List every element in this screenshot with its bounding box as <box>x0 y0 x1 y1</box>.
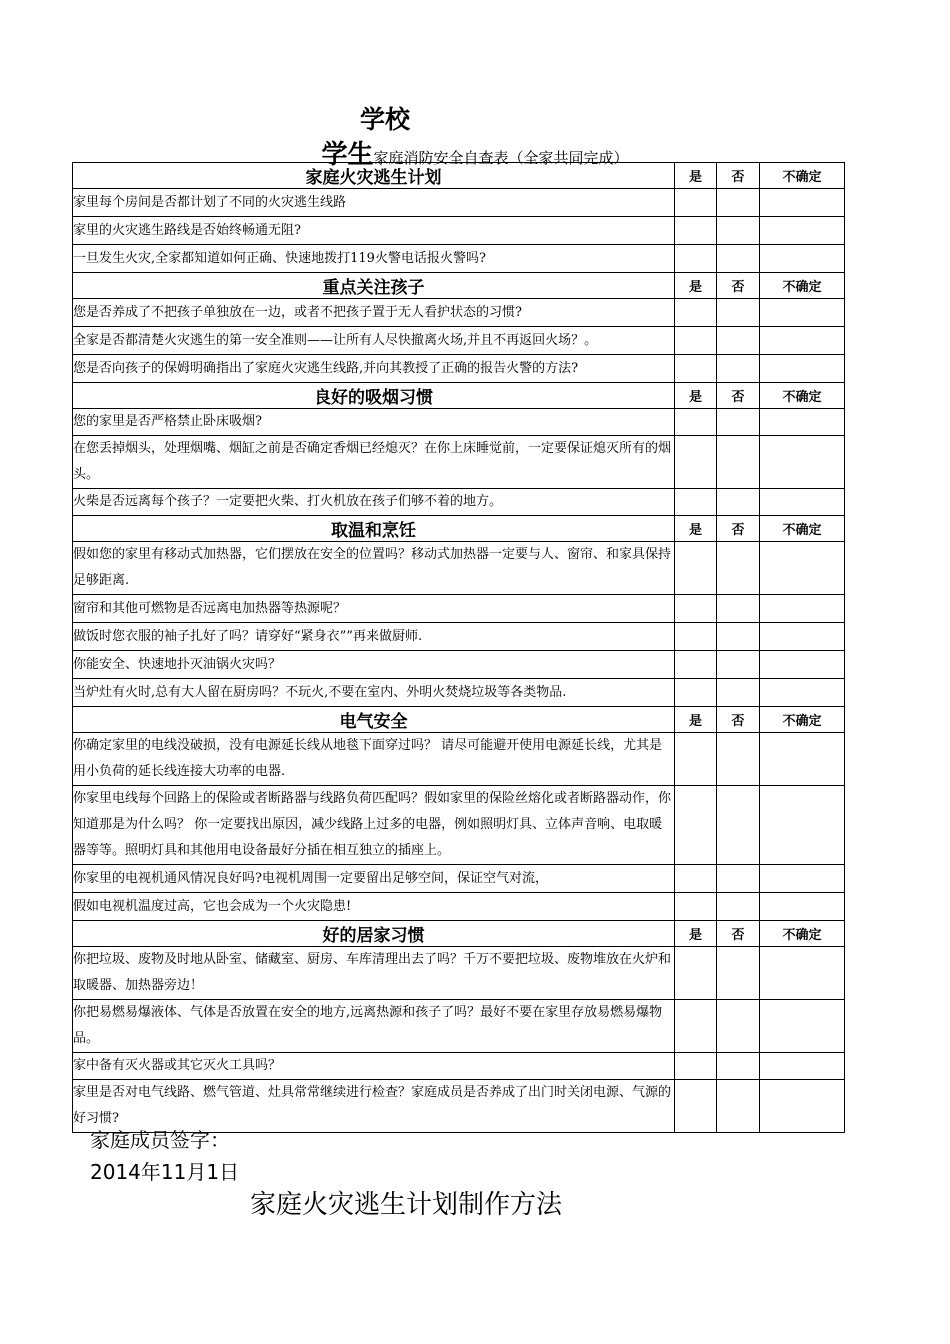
section-header-row <box>73 273 845 299</box>
no-checkbox-cell[interactable] <box>717 189 760 217</box>
unsure-checkbox-cell[interactable] <box>760 409 845 436</box>
yes-checkbox-cell[interactable] <box>675 595 717 623</box>
no-checkbox-cell[interactable] <box>717 1000 760 1053</box>
yes-checkbox-cell[interactable] <box>675 679 717 707</box>
question-row <box>73 245 845 273</box>
unsure-column-header: 不确定 <box>760 516 845 542</box>
yes-column-header: 是 <box>675 516 717 542</box>
yes-checkbox-cell[interactable] <box>675 1080 717 1133</box>
unsure-column-header: 不确定 <box>760 707 845 733</box>
yes-checkbox-cell[interactable] <box>675 1053 717 1080</box>
no-column-header: 否 <box>717 163 760 189</box>
question-text: 你家里电线每个回路上的保险或者断路器与线路负荷匹配吗？假如家里的保险丝熔化或者断路器动作，你知道那是为什么吗？ 你一定要找出原因，减少线路上过多的电器，例如照明灯具、立体声音响、电取暖器等等。照明灯具和其他用电设备最好分插在相互独立的插座上。 <box>73 786 675 865</box>
question-text: 做饭时您衣服的袖子扎好了吗？请穿好“紧身衣””再来做厨师. <box>73 623 675 651</box>
unsure-checkbox-cell[interactable] <box>760 355 845 383</box>
question-text: 当炉灶有火时,总有大人留在厨房吗？不玩火,不要在室内、外明火焚烧垃圾等各类物品. <box>73 679 675 707</box>
unsure-checkbox-cell[interactable] <box>760 623 845 651</box>
unsure-checkbox-cell[interactable] <box>760 595 845 623</box>
section-header-row <box>73 707 845 733</box>
yes-checkbox-cell[interactable] <box>675 733 717 786</box>
question-text: 火柴是否远离每个孩子？一定要把火柴、打火机放在孩子们够不着的地方。 <box>73 489 675 516</box>
yes-checkbox-cell[interactable] <box>675 327 717 355</box>
unsure-checkbox-cell[interactable] <box>760 299 845 327</box>
question-text: 家里是否对电气线路、燃气管道、灶具常常继续进行检查？家庭成员是否养成了出门时关闭电源、气源的好习惯? <box>73 1080 675 1133</box>
question-row <box>73 299 845 327</box>
yes-checkbox-cell[interactable] <box>675 623 717 651</box>
question-text: 假如您的家里有移动式加热器，它们摆放在安全的位置吗？移动式加热器一定要与人、窗帘、和家具保持足够距离. <box>73 542 675 595</box>
question-row <box>73 409 845 436</box>
school-label: 学校 <box>360 105 411 134</box>
unsure-checkbox-cell[interactable] <box>760 865 845 893</box>
question-row <box>73 217 845 245</box>
section-title: 良好的吸烟习惯 <box>73 383 675 409</box>
yes-checkbox-cell[interactable] <box>675 299 717 327</box>
section-header-row <box>73 516 845 542</box>
no-checkbox-cell[interactable] <box>717 217 760 245</box>
yes-checkbox-cell[interactable] <box>675 947 717 1000</box>
unsure-checkbox-cell[interactable] <box>760 733 845 786</box>
no-column-header: 否 <box>717 516 760 542</box>
question-row <box>73 679 845 707</box>
yes-checkbox-cell[interactable] <box>675 217 717 245</box>
question-row <box>73 542 845 595</box>
no-checkbox-cell[interactable] <box>717 409 760 436</box>
unsure-checkbox-cell[interactable] <box>760 189 845 217</box>
question-row <box>73 893 845 921</box>
yes-column-header: 是 <box>675 707 717 733</box>
question-text: 你确定家里的电线没破损，没有电源延长线从地毯下面穿过吗？ 请尽可能避开使用电源延长线，尤其是用小负荷的延长线连接大功率的电器. <box>73 733 675 786</box>
unsure-checkbox-cell[interactable] <box>760 542 845 595</box>
unsure-checkbox-cell[interactable] <box>760 1000 845 1053</box>
question-row <box>73 865 845 893</box>
question-row <box>73 651 845 679</box>
no-checkbox-cell[interactable] <box>717 733 760 786</box>
question-row <box>73 489 845 516</box>
no-checkbox-cell[interactable] <box>717 947 760 1000</box>
no-column-header: 否 <box>717 921 760 947</box>
question-row <box>73 947 845 1000</box>
section-header-row <box>73 921 845 947</box>
title-big: 学生 <box>321 140 374 170</box>
question-text: 你能安全、快速地扑灭油锅火灾吗？ <box>73 651 675 679</box>
no-checkbox-cell[interactable] <box>717 623 760 651</box>
yes-checkbox-cell[interactable] <box>675 489 717 516</box>
yes-checkbox-cell[interactable] <box>675 893 717 921</box>
no-checkbox-cell[interactable] <box>717 595 760 623</box>
yes-column-header: 是 <box>675 273 717 299</box>
no-checkbox-cell[interactable] <box>717 865 760 893</box>
title-small: 家庭消防安全自查表（全家共同完成） <box>373 149 629 167</box>
no-checkbox-cell[interactable] <box>717 786 760 865</box>
unsure-checkbox-cell[interactable] <box>760 1053 845 1080</box>
next-section-title: 家庭火灾逃生计划制作方法 <box>250 1190 563 1220</box>
unsure-checkbox-cell[interactable] <box>760 489 845 516</box>
unsure-column-header: 不确定 <box>760 273 845 299</box>
unsure-checkbox-cell[interactable] <box>760 893 845 921</box>
question-row <box>73 1053 845 1080</box>
question-text: 在您丢掉烟头，处理烟嘴、烟缸之前是否确定香烟已经熄灭？在你上床睡觉前，一定要保证熄灭所有的烟头。 <box>73 436 675 489</box>
section-title: 取温和烹饪 <box>73 516 675 542</box>
question-text: 家里每个房间是否都计划了不同的火灾逃生线路 <box>73 189 675 217</box>
yes-column-header: 是 <box>675 383 717 409</box>
no-checkbox-cell[interactable] <box>717 355 760 383</box>
question-text: 您是否养成了不把孩子单独放在一边，或者不把孩子置于无人看护状态的习惯? <box>73 299 675 327</box>
section-title: 重点关注孩子 <box>73 273 675 299</box>
unsure-column-header: 不确定 <box>760 383 845 409</box>
question-row <box>73 436 845 489</box>
question-text: 家中备有灭火器或其它灭火工具吗？ <box>73 1053 675 1080</box>
no-checkbox-cell[interactable] <box>717 245 760 273</box>
unsure-column-header: 不确定 <box>760 921 845 947</box>
question-row <box>73 623 845 651</box>
checklist-table <box>72 162 845 1133</box>
unsure-checkbox-cell[interactable] <box>760 436 845 489</box>
no-checkbox-cell[interactable] <box>717 679 760 707</box>
yes-checkbox-cell[interactable] <box>675 245 717 273</box>
question-row <box>73 327 845 355</box>
unsure-checkbox-cell[interactable] <box>760 786 845 865</box>
question-text: 窗帘和其他可燃物是否远离电加热器等热源呢？ <box>73 595 675 623</box>
unsure-checkbox-cell[interactable] <box>760 947 845 1000</box>
question-text: 您是否向孩子的保姆明确指出了家庭火灾逃生线路,并向其教授了正确的报告火警的方法? <box>73 355 675 383</box>
no-checkbox-cell[interactable] <box>717 299 760 327</box>
yes-checkbox-cell[interactable] <box>675 865 717 893</box>
date-text: 2014年11月1日 <box>90 1160 240 1184</box>
no-column-header: 否 <box>717 273 760 299</box>
unsure-checkbox-cell[interactable] <box>760 1080 845 1133</box>
no-checkbox-cell[interactable] <box>717 893 760 921</box>
question-text: 您的家里是否严格禁止卧床吸烟? <box>73 409 675 436</box>
question-text: 你家里的电视机通风情况良好吗?电视机周围一定要留出足够空间，保证空气对流， <box>73 865 675 893</box>
unsure-checkbox-cell[interactable] <box>760 679 845 707</box>
section-title: 电气安全 <box>73 707 675 733</box>
no-checkbox-cell[interactable] <box>717 1080 760 1133</box>
no-checkbox-cell[interactable] <box>717 327 760 355</box>
yes-column-header: 是 <box>675 921 717 947</box>
yes-checkbox-cell[interactable] <box>675 786 717 865</box>
yes-checkbox-cell[interactable] <box>675 1000 717 1053</box>
section-header-row <box>73 383 845 409</box>
question-row <box>73 189 845 217</box>
question-row <box>73 1000 845 1053</box>
question-text: 你把垃圾、废物及时地从卧室、储藏室、厨房、车库清理出去了吗？千万不要把垃圾、废物堆放在火炉和取暖器、加热器旁边！ <box>73 947 675 1000</box>
no-checkbox-cell[interactable] <box>717 651 760 679</box>
question-text: 家里的火灾逃生路线是否始终畅通无阻? <box>73 217 675 245</box>
question-row <box>73 595 845 623</box>
question-text: 一旦发生火灾,全家都知道如何正确、快速地拨打119火警电话报火警吗? <box>73 245 675 273</box>
yes-checkbox-cell[interactable] <box>675 542 717 595</box>
yes-checkbox-cell[interactable] <box>675 355 717 383</box>
unsure-checkbox-cell[interactable] <box>760 327 845 355</box>
yes-column-header: 是 <box>675 163 717 189</box>
question-row <box>73 355 845 383</box>
question-row <box>73 786 845 865</box>
unsure-checkbox-cell[interactable] <box>760 217 845 245</box>
no-checkbox-cell[interactable] <box>717 1053 760 1080</box>
section-title: 好的居家习惯 <box>73 921 675 947</box>
question-text: 你把易燃易爆液体、气体是否放置在安全的地方,远离热源和孩子了吗？最好不要在家里存放易燃易爆物品。 <box>73 1000 675 1053</box>
section-header-row <box>73 163 845 189</box>
unsure-checkbox-cell[interactable] <box>760 651 845 679</box>
section-title: 家庭火灾逃生计划 <box>73 163 675 189</box>
no-checkbox-cell[interactable] <box>717 489 760 516</box>
signature-label: 家庭成员签字： <box>90 1128 230 1152</box>
unsure-column-header: 不确定 <box>760 163 845 189</box>
unsure-checkbox-cell[interactable] <box>760 245 845 273</box>
yes-checkbox-cell[interactable] <box>675 436 717 489</box>
question-row <box>73 733 845 786</box>
no-column-header: 否 <box>717 383 760 409</box>
no-checkbox-cell[interactable] <box>717 542 760 595</box>
no-checkbox-cell[interactable] <box>717 436 760 489</box>
yes-checkbox-cell[interactable] <box>675 409 717 436</box>
yes-checkbox-cell[interactable] <box>675 189 717 217</box>
yes-checkbox-cell[interactable] <box>675 651 717 679</box>
no-column-header: 否 <box>717 707 760 733</box>
question-text: 全家是否都清楚火灾逃生的第一安全准则——让所有人尽快撤离火场,并且不再返回火场？。 <box>73 327 675 355</box>
question-text: 假如电视机温度过高，它也会成为一个火灾隐患! <box>73 893 675 921</box>
